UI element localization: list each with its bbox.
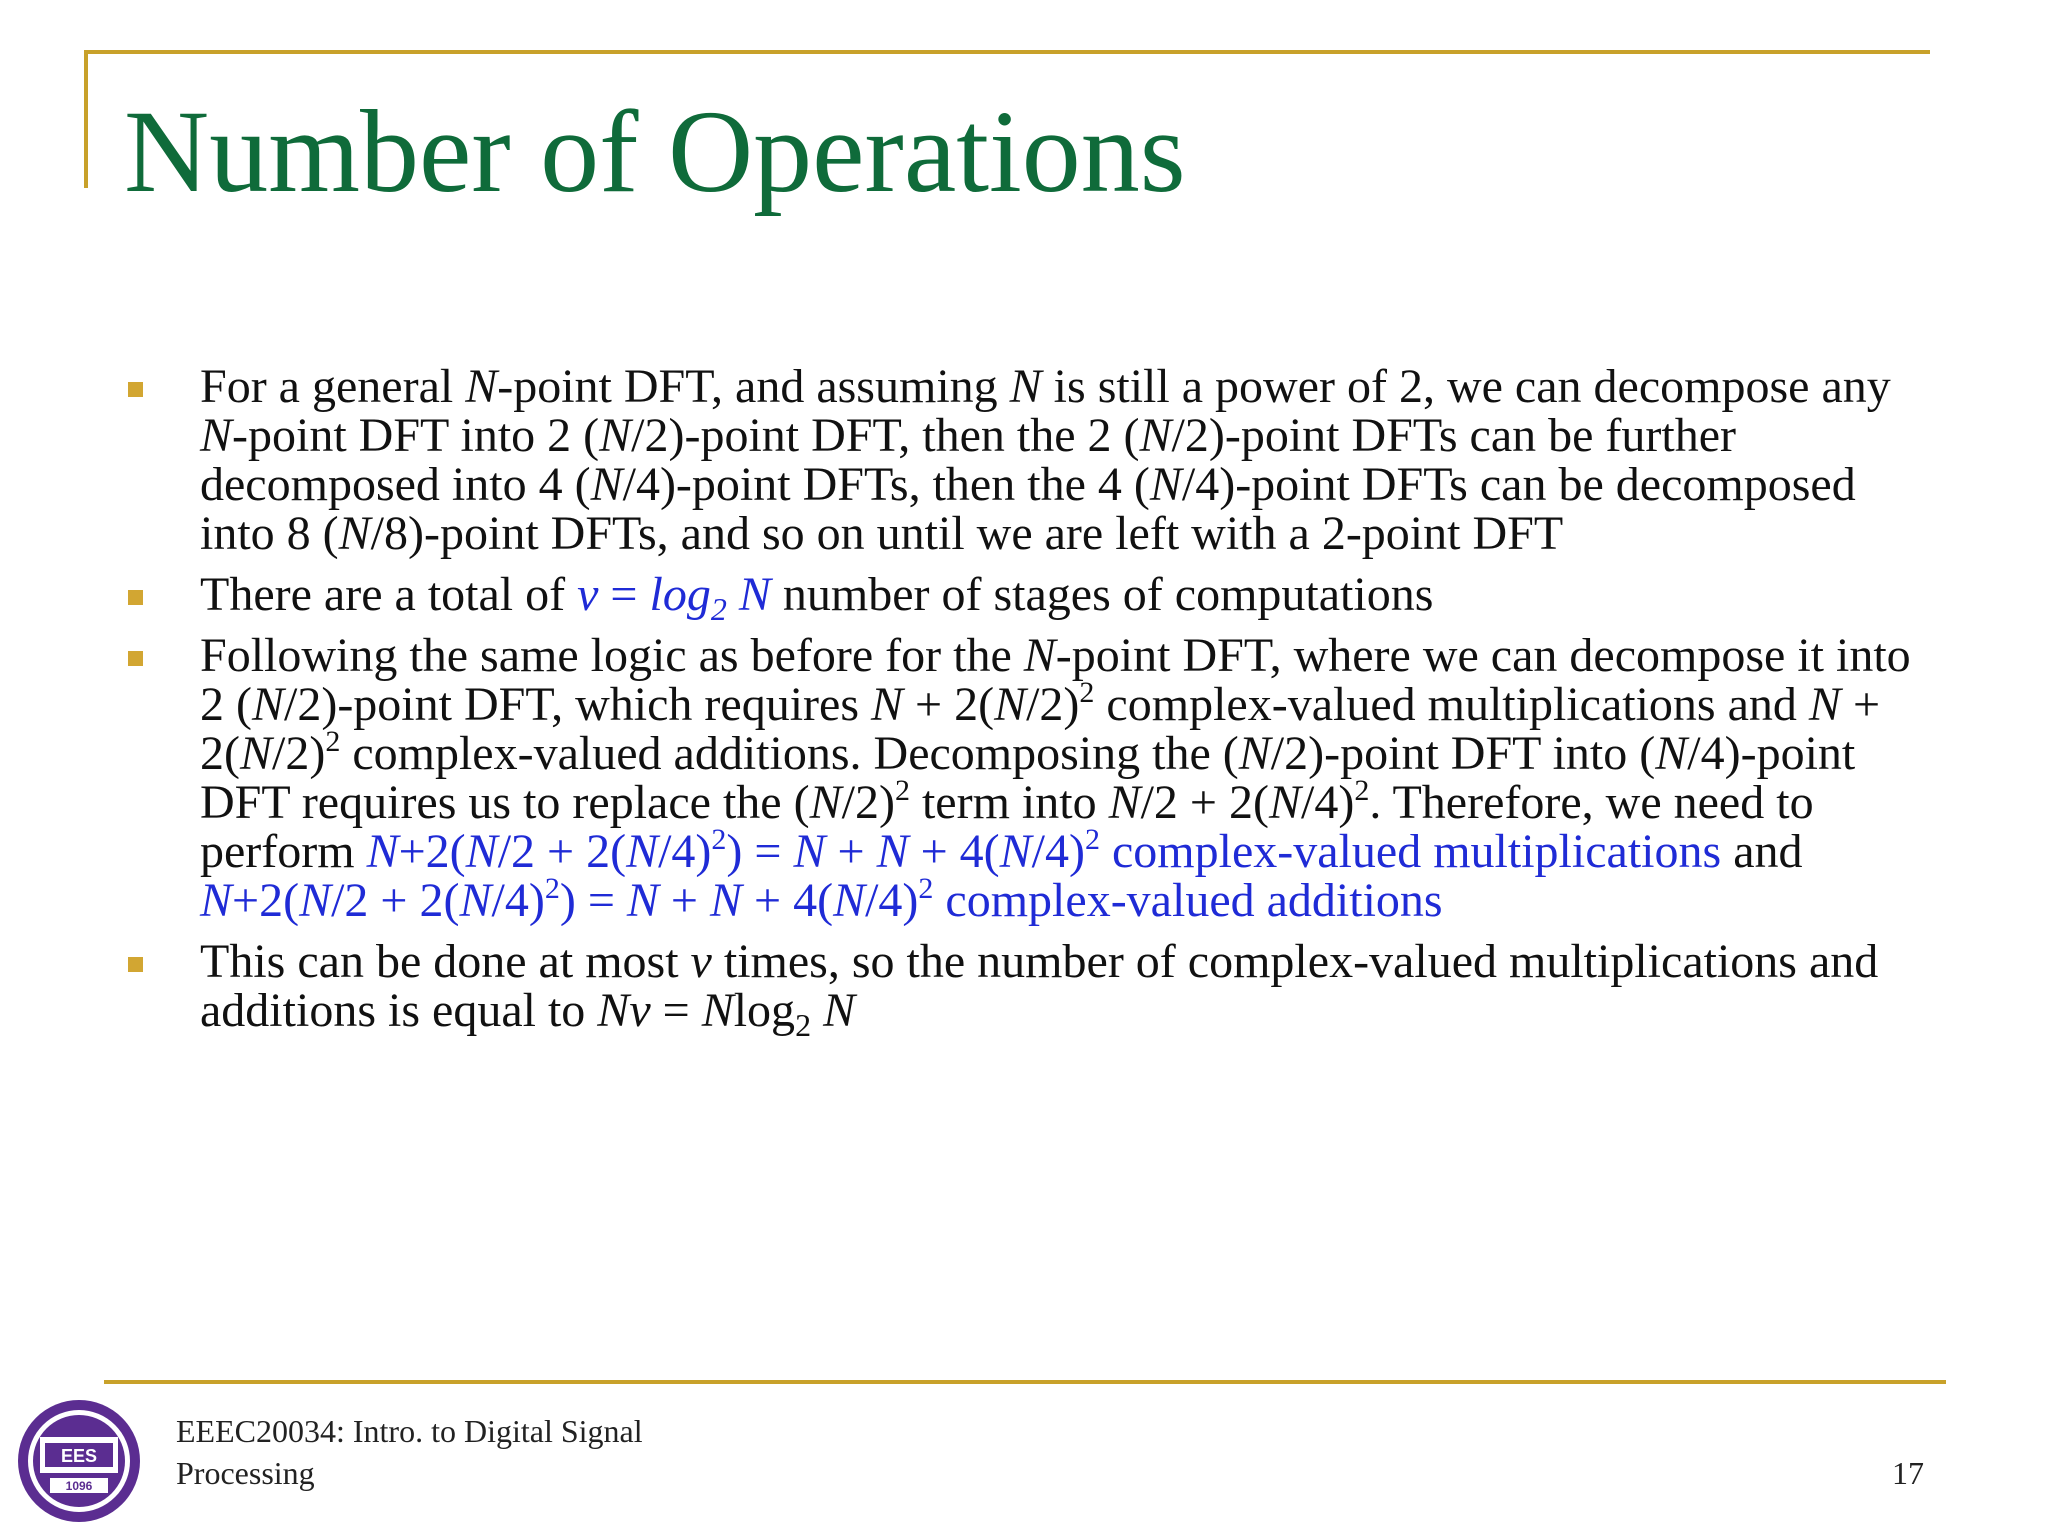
text-run: complex-valued multiplications (1100, 825, 1722, 878)
text-run: N (465, 825, 498, 878)
text-run: /4)-point DFTs can be decomposed into 8 ( (200, 458, 1856, 560)
text-run: -point DFT into 2 ( (232, 409, 600, 462)
bullet-text (200, 935, 1928, 1043)
text-run: and (1721, 825, 1803, 878)
text-run: N (299, 874, 332, 927)
text-run: + (658, 874, 710, 927)
text-run: ) = (559, 874, 627, 927)
text-run: N (366, 825, 399, 878)
text-run: -point DFT, and assuming (497, 360, 1010, 413)
text-run: . Therefore, we need to perform (200, 776, 1814, 878)
text-run: /4) (865, 874, 919, 927)
text-run: N (1149, 458, 1182, 511)
text-run: N (871, 678, 904, 731)
page-number: 17 (1892, 1455, 1924, 1491)
text-run: v (690, 935, 712, 988)
text-run: 2 (1354, 774, 1370, 807)
text-run: For a general (200, 360, 466, 413)
text-run: N (809, 776, 842, 829)
text-run: N (999, 825, 1032, 878)
text-run: /4) (658, 825, 712, 878)
course-title: EEEC20034: Intro. to Digital Signal Processing (176, 1413, 643, 1491)
university-seal-icon (16, 1398, 142, 1524)
text-run: N (1238, 727, 1271, 780)
text-run: 2 (918, 872, 934, 905)
text-run: + 2( (200, 678, 1881, 780)
text-run: 2 (1085, 823, 1100, 856)
logo-year: 1096 (65, 1479, 93, 1493)
text-run: N (626, 874, 659, 927)
text-run: v (577, 568, 599, 621)
text-run: N (793, 825, 826, 878)
text-run: N (626, 825, 659, 878)
text-run: + (825, 825, 877, 878)
text-run: ) = (726, 825, 794, 878)
text-run: N (1139, 409, 1172, 462)
text-run: /2)-point DFT, then the 2 ( (631, 409, 1140, 462)
text-run: 2 (795, 1007, 812, 1043)
text-run: N (709, 874, 742, 927)
text-run: Following the same logic as before for the (200, 629, 1024, 682)
bullet-square-icon (128, 590, 143, 605)
text-run: /4) (1301, 776, 1355, 829)
bullet-item (128, 568, 1928, 627)
text-run: 2 (544, 872, 560, 905)
text-run: + 2( (903, 678, 995, 731)
text-run: /2 + 2( (331, 874, 460, 927)
bullet-square-icon (128, 382, 143, 397)
text-run: /2 + 2( (1140, 776, 1269, 829)
text-run: 2 (325, 725, 341, 758)
text-run: /4) (1031, 825, 1085, 878)
text-run: /2) (841, 776, 895, 829)
text-run: +2( (398, 825, 466, 878)
text-run: N (1009, 360, 1042, 413)
text-run: = (598, 568, 650, 621)
text-run: N (823, 984, 856, 1037)
text-run: N (833, 874, 866, 927)
text-run: N (599, 409, 632, 462)
text-run: + 4( (908, 825, 1000, 878)
top-rule (84, 50, 1930, 54)
text-run: complex-valued multiplications and (1094, 678, 1809, 731)
text-run (811, 984, 823, 1037)
text-run: /2)-point DFTs can be further decomposed into 4 ( (200, 409, 1737, 511)
text-run: N (876, 825, 909, 878)
bullet-square-icon (128, 957, 143, 972)
text-run: term into (909, 776, 1109, 829)
text-run: log (733, 984, 796, 1037)
text-run: 2 (894, 774, 910, 807)
text-run: /8)-point DFTs, and so on until we are left with a 2-point DFT (370, 507, 1564, 560)
text-run: 2 (1079, 676, 1095, 709)
bullet-list (128, 362, 1928, 1047)
text-run: times, so the number of complex-valued multiplications and additions is equal to (200, 935, 1879, 1037)
text-run: This can be done at most (200, 935, 691, 988)
text-run: /4)-point DFTs, then the 4 ( (622, 458, 1150, 511)
text-run: N (726, 568, 771, 621)
left-rule (84, 50, 88, 188)
text-run: 2 (711, 823, 727, 856)
text-run: N (590, 458, 623, 511)
text-run: /2 + 2( (497, 825, 627, 878)
bullet-text (200, 631, 1928, 925)
text-run: N (251, 678, 284, 731)
text-run: /2)-point DFT, which requires (284, 678, 871, 731)
text-run: /4) (491, 874, 545, 927)
text-run: complex-valued additions. Decomposing the ( (340, 727, 1239, 780)
bullet-item (128, 631, 1928, 925)
bullet-square-icon (128, 651, 143, 666)
text-run: is still a power of 2, we can decompose any (1041, 360, 1891, 413)
text-run: Nv (597, 984, 651, 1037)
text-run: +2( (232, 874, 300, 927)
text-run: There are a total of (200, 568, 578, 621)
text-run: N (701, 984, 734, 1037)
text-run: number of stages of computations (770, 568, 1434, 621)
text-run: complex-valued additions (933, 874, 1443, 927)
text-run: -point DFT, where we can decompose it into 2 ( (200, 629, 1911, 731)
slide-title: Number of Operations (124, 86, 1186, 217)
text-run: N (338, 507, 371, 560)
text-run: /2) (1026, 678, 1080, 731)
bullet-item (128, 362, 1928, 558)
text-run: /2) (272, 727, 326, 780)
text-run: N (239, 727, 272, 780)
text-run: N (1108, 776, 1141, 829)
logo-letters: EES (60, 1446, 98, 1466)
bullet-text (200, 568, 1928, 627)
text-run: /2)-point DFT into ( (1270, 727, 1656, 780)
text-run: N (200, 874, 233, 927)
footer-rule (104, 1380, 1946, 1384)
text-run: N (1655, 727, 1688, 780)
text-run: log (649, 568, 711, 621)
text-run: N (459, 874, 492, 927)
text-run: N (1023, 629, 1056, 682)
text-run: N (1268, 776, 1301, 829)
text-run: /4)-point DFT requires us to replace the ( (200, 727, 1856, 829)
text-run: N (200, 409, 233, 462)
text-run: + 4( (742, 874, 834, 927)
text-run: N (1808, 678, 1841, 731)
text-run: 2 (710, 591, 727, 627)
text-run: N (465, 360, 498, 413)
text-run: = (650, 984, 702, 1037)
bullet-item (128, 935, 1928, 1043)
bullet-text (200, 362, 1928, 558)
text-run: N (994, 678, 1027, 731)
